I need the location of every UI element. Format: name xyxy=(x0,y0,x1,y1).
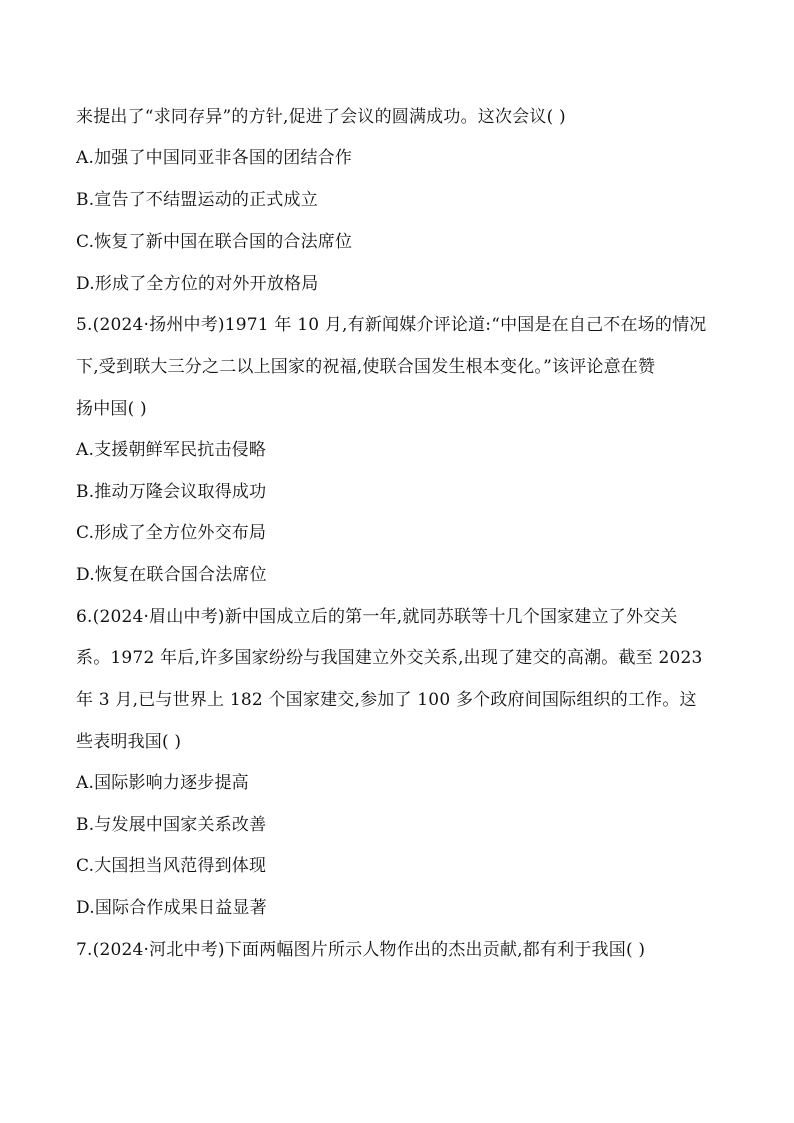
q5-stem-line-1: 5.(2024·扬州中考)1971 年 10 月,有新闻媒介评论道:“中国是在自己不在场的情况 xyxy=(76,315,707,335)
q5-option-b: B.推动万隆会议取得成功 xyxy=(76,482,267,502)
q6-option-b: B.与发展中国家关系改善 xyxy=(76,815,267,835)
q6-option-d: D.国际合作成果日益显著 xyxy=(76,898,267,918)
q6-stem-line-2: 系。1972 年后,许多国家纷纷与我国建立外交关系,出现了建交的高潮。截至 2023 xyxy=(76,648,703,668)
q4-option-a: A.加强了中国同亚非各国的团结合作 xyxy=(76,148,353,168)
q4-stem-tail: 来提出了“求同存异”的方针,促进了会议的圆满成功。这次会议( ) xyxy=(76,107,566,127)
q5-option-c: C.形成了全方位外交布局 xyxy=(76,523,267,543)
q4-option-c: C.恢复了新中国在联合国的合法席位 xyxy=(76,232,353,252)
q6-stem-line-4: 些表明我国( ) xyxy=(76,732,182,752)
q4-option-d: D.形成了全方位的对外开放格局 xyxy=(76,274,319,294)
q5-stem-line-3: 扬中国( ) xyxy=(76,399,147,419)
q6-stem-line-1: 6.(2024·眉山中考)新中国成立后的第一年,就同苏联等十几个国家建立了外交关 xyxy=(76,607,678,627)
q5-option-a: A.支援朝鲜军民抗击侵略 xyxy=(76,440,267,460)
q5-option-d: D.恢复在联合国合法席位 xyxy=(76,565,267,585)
q6-option-a: A.国际影响力逐步提高 xyxy=(76,773,249,793)
q6-stem-line-3: 年 3 月,已与世界上 182 个国家建交,参加了 100 多个政府间国际组织的工作。这 xyxy=(76,690,697,710)
q4-option-b: B.宣告了不结盟运动的正式成立 xyxy=(76,190,318,210)
q7-stem: 7.(2024·河北中考)下面两幅图片所示人物作出的杰出贡献,都有利于我国( ) xyxy=(76,940,646,960)
q6-option-c: C.大国担当风范得到体现 xyxy=(76,856,267,876)
q5-stem-line-2: 下,受到联大三分之二以上国家的祝福,使联合国发生根本变化。”该评论意在赞 xyxy=(76,357,656,377)
